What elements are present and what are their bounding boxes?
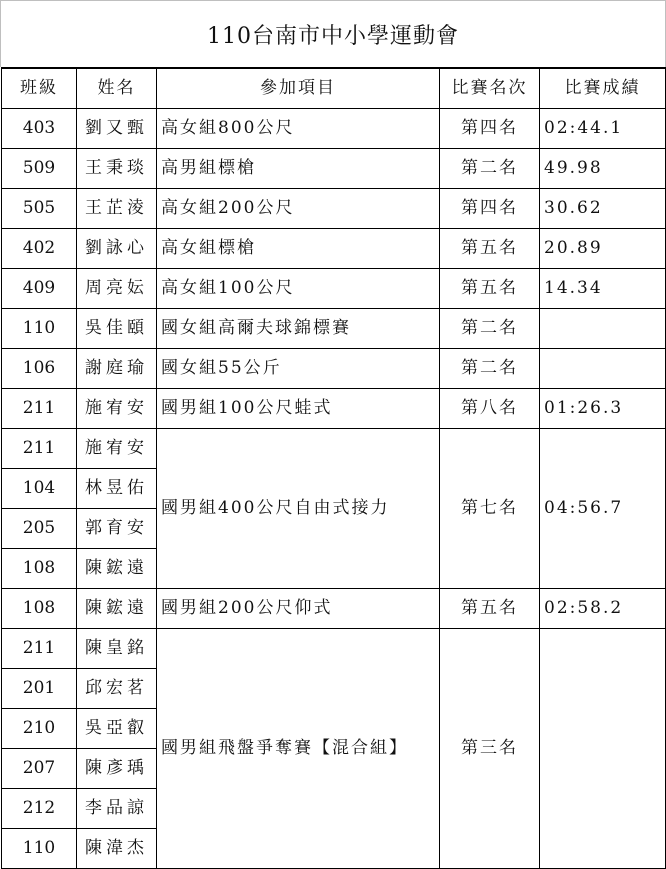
cell-result: 04:56.7 [540,429,666,589]
table-row [2,349,666,389]
cell-class: 402 [2,229,77,269]
cell-class: 211 [2,629,77,669]
table-row [2,229,666,269]
cell-name: 王芷淩 [77,189,157,229]
cell-name: 吳亞叡 [77,709,157,749]
cell-event: 國男組100公尺蛙式 [157,389,440,429]
cell-result: 30.62 [540,189,666,229]
cell-class: 211 [2,389,77,429]
cell-name: 吳佳頤 [77,309,157,349]
cell-class: 205 [2,509,77,549]
cell-name: 王秉琰 [77,149,157,189]
table-row [2,309,666,349]
cell-class: 207 [2,749,77,789]
cell-class: 509 [2,149,77,189]
cell-rank: 第二名 [440,149,540,189]
table-row [2,429,666,469]
cell-name: 施宥安 [77,429,157,469]
cell-rank: 第四名 [440,189,540,229]
cell-name: 邱宏茗 [77,669,157,709]
cell-class: 212 [2,789,77,829]
header-result: 比賽成績 [540,68,666,109]
cell-name: 周亮妘 [77,269,157,309]
cell-result: 02:44.1 [540,109,666,149]
cell-rank: 第二名 [440,309,540,349]
cell-event: 國女組55公斤 [157,349,440,389]
cell-result: 49.98 [540,149,666,189]
cell-name: 劉又甄 [77,109,157,149]
cell-name: 陳鋐遠 [77,549,157,589]
cell-rank: 第五名 [440,229,540,269]
cell-class: 210 [2,709,77,749]
cell-rank: 第三名 [440,629,540,869]
cell-class: 104 [2,469,77,509]
cell-class: 108 [2,549,77,589]
cell-name: 陳湋杰 [77,829,157,869]
cell-class: 201 [2,669,77,709]
cell-result [540,309,666,349]
cell-result: 01:26.3 [540,389,666,429]
cell-name: 林昱佑 [77,469,157,509]
cell-class: 211 [2,429,77,469]
cell-class: 108 [2,589,77,629]
cell-event: 高女組標槍 [157,229,440,269]
table-header-row [2,68,666,109]
header-name: 姓名 [77,68,157,109]
cell-rank: 第五名 [440,589,540,629]
table-row [2,189,666,229]
cell-class: 110 [2,309,77,349]
cell-name: 施宥安 [77,389,157,429]
cell-event: 高女組100公尺 [157,269,440,309]
header-rank: 比賽名次 [440,68,540,109]
cell-rank: 第七名 [440,429,540,589]
header-class: 班級 [2,68,77,109]
results-table [1,67,666,869]
cell-event: 高女組200公尺 [157,189,440,229]
cell-name: 陳皇銘 [77,629,157,669]
cell-rank: 第五名 [440,269,540,309]
cell-name: 李品諒 [77,789,157,829]
cell-name: 郭育安 [77,509,157,549]
table-row [2,269,666,309]
cell-rank: 第八名 [440,389,540,429]
cell-name: 陳鋐遠 [77,589,157,629]
cell-name: 謝庭瑜 [77,349,157,389]
cell-rank: 第二名 [440,349,540,389]
cell-result: 02:58.2 [540,589,666,629]
cell-class: 403 [2,109,77,149]
cell-rank: 第四名 [440,109,540,149]
page-title: 110台南市中小學運動會 [0,0,666,67]
cell-event: 國男組飛盤爭奪賽【混合組】 [157,629,440,869]
table-row [2,589,666,629]
cell-event: 國男組200公尺仰式 [157,589,440,629]
cell-event: 國女組高爾夫球錦標賽 [157,309,440,349]
table-row [2,109,666,149]
cell-result [540,349,666,389]
cell-result: 20.89 [540,229,666,269]
cell-class: 110 [2,829,77,869]
table-row [2,389,666,429]
table-row [2,149,666,189]
table-row [2,629,666,669]
cell-name: 陳彥瑀 [77,749,157,789]
cell-result: 14.34 [540,269,666,309]
header-event: 參加項目 [157,68,440,109]
cell-class: 505 [2,189,77,229]
cell-event: 高女組800公尺 [157,109,440,149]
cell-class: 106 [2,349,77,389]
cell-event: 國男組400公尺自由式接力 [157,429,440,589]
cell-class: 409 [2,269,77,309]
cell-result [540,629,666,869]
cell-name: 劉詠心 [77,229,157,269]
cell-event: 高男組標槍 [157,149,440,189]
